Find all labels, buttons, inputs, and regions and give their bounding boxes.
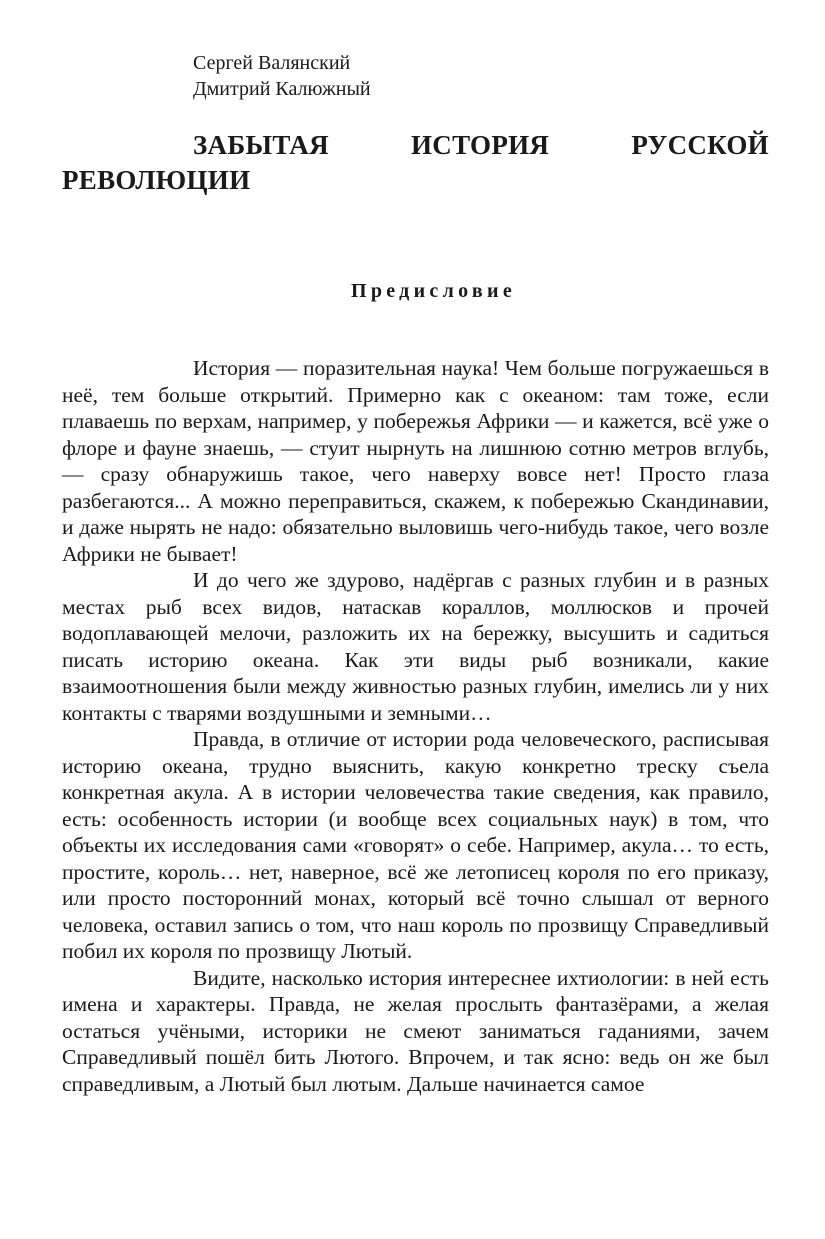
section-heading: Предисловие bbox=[350, 280, 517, 302]
author-list bbox=[193, 50, 371, 102]
book-title: ЗАБЫТАЯ ИСТОРИЯ РУССКОЙ РЕВОЛЮЦИИ bbox=[62, 130, 769, 195]
paragraph: Видите, насколько история интереснее ихтиологии: в ней есть имена и характеры. Правда, не желая прослыть фантазёрами, а желая остаться учёными, историки не смеют заниматься гаданиями, зачем Справедливый пошёл бить Лютого. Впрочем, и так ясно: ведь он же был справедливым, а Лютый был лютым. Дальше начинается самое bbox=[62, 965, 769, 1096]
paragraph: История — поразительная наука! Чем больше погружаешься в неё, тем больше открытий. Примерно как с океаном: там тоже, если плаваешь по верхам, например, у побережья Африки — и кажется, всё уже о флоре и фауне знаешь, — стуит нырнуть на лишнюю сотню метров вглубь, — сразу обнаружишь такое, чего наверху вовсе нет! Просто глаза разбегаются... А можно переправиться, скажем, к побережью Скандинавии, и даже нырять не надо: обязательно выловишь чего-нибудь такое, чего возле Африки не бывает! bbox=[62, 356, 769, 566]
paragraph: И до чего же здурово, надёргав с разных глубин и в разных местах рыб всех видов, натаскав кораллов, моллюсков и прочей водоплавающей мелочи, разложить их на бережку, высушить и садиться писать историю океана. Как эти виды рыб возникали, какие взаимоотношения были между живностью разных глубин, имелись ли у них контакты с тварями воздушными и земными… bbox=[62, 568, 769, 725]
author-name: Дмитрий Калюжный bbox=[193, 78, 371, 100]
author-name: Сергей Валянский bbox=[193, 52, 351, 74]
paragraph: Правда, в отличие от истории рода человеческого, расписывая историю океана, трудно выяснить, какую конкретно треску съела конкретная акула. А в истории человечества такие сведения, как правило, есть: особенность истории (и вообще всех социальных наук) в том, что объекты их исследования сами «говорят» о себе. Например, акула… то есть, простите, король… нет, наверное, всё же летописец короля по его приказу, или просто посторонний монах, который всё точно слышал от верного человека, оставил запись о том, что наш король по прозвищу Справедливый побил их короля по прозвищу Лютый. bbox=[62, 727, 769, 963]
body-text bbox=[62, 355, 769, 1097]
